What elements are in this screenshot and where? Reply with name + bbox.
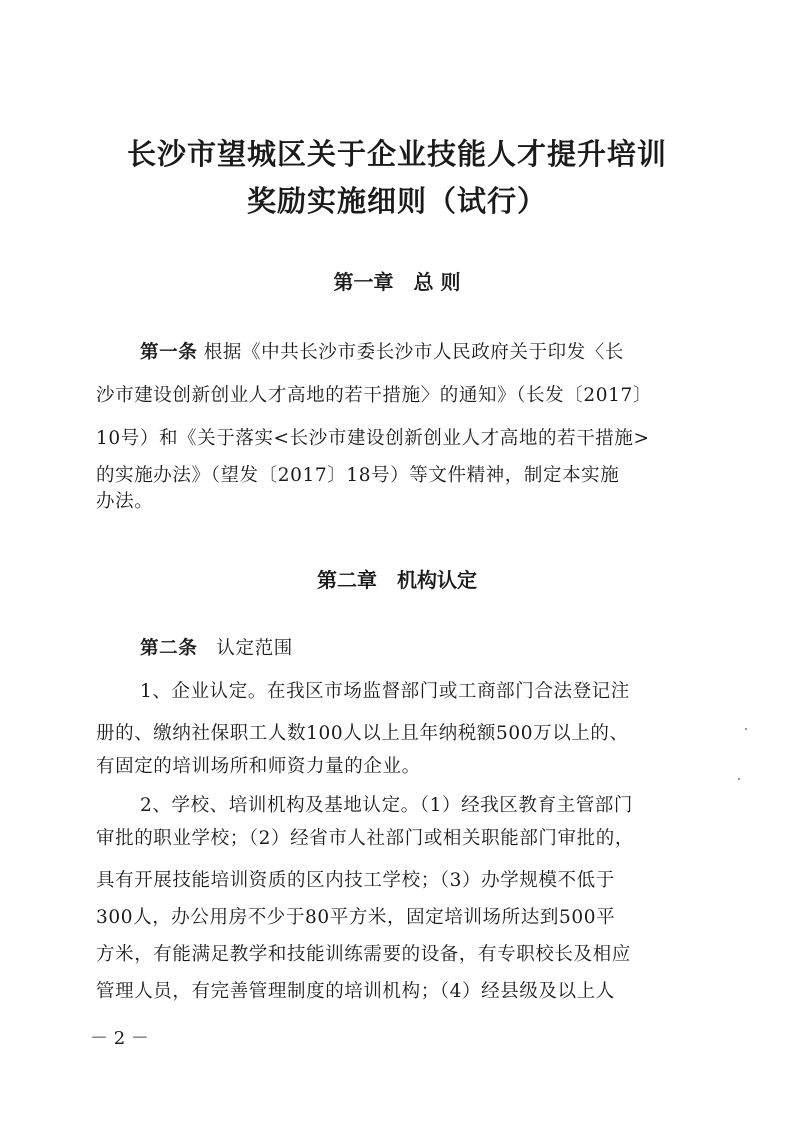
article-2-line: 具有开展技能培训资质的区内技工学校；（3）办学规模不低于: [96, 870, 615, 891]
article-1-line: 办法。: [96, 491, 154, 512]
document-title-line-1: 长沙市望城区关于企业技能人才提升培训: [126, 137, 667, 171]
scan-speck: [745, 728, 747, 730]
article-2-line: 1、企业认定。在我区市场监督部门或工商部门合法登记注: [140, 681, 630, 702]
article-2-line: 审批的职业学校；（2）经省市人社部门或相关职能部门审批的，: [96, 828, 634, 849]
document-title-line-2: 奖励实施细则（试行）: [246, 184, 547, 218]
page-number: － 2 －: [90, 1028, 149, 1049]
article-1-label: 第一条: [140, 342, 198, 363]
article-2-first-line: [140, 640, 293, 659]
article-2-heading: 认定范围: [197, 638, 293, 659]
article-2-line: 2、学校、培训机构及基地认定。（1）经我区教育主管部门: [140, 795, 633, 816]
chapter-1-heading: 第一章 总 则: [333, 270, 461, 294]
article-2-line: 册的、缴纳社保职工人数100人以上且年纳税额500万以上的、: [96, 723, 629, 744]
article-1-line: 10号）和《关于落实<长沙市建设创新创业人才高地的若干措施>: [96, 428, 650, 449]
article-1-line: 的实施办法》（望发〔2017〕18号）等文件精神，制定本实施: [96, 465, 620, 486]
article-1-text: 根据《中共长沙市委长沙市人民政府关于印发〈长: [197, 342, 624, 363]
scan-speck: [738, 778, 740, 780]
article-1-line: 沙市建设创新创业人才高地的若干措施〉的通知》（长发〔2017〕: [96, 385, 652, 406]
chapter-2-heading: 第二章 机构认定: [317, 568, 477, 592]
article-2-line: 管理人员，有完善管理制度的培训机构；（4）经县级及以上人: [96, 981, 615, 1002]
article-2-line: 方米，有能满足教学和技能训练需要的设备，有专职校长及相应: [96, 944, 631, 965]
article-2-line: 300人，办公用房不少于80平方米，固定培训场所达到500平: [96, 907, 616, 928]
article-2-line: 有固定的培训场所和师资力量的企业。: [96, 756, 421, 777]
article-1-first-line: [140, 344, 624, 363]
article-2-label: 第二条: [140, 638, 198, 659]
